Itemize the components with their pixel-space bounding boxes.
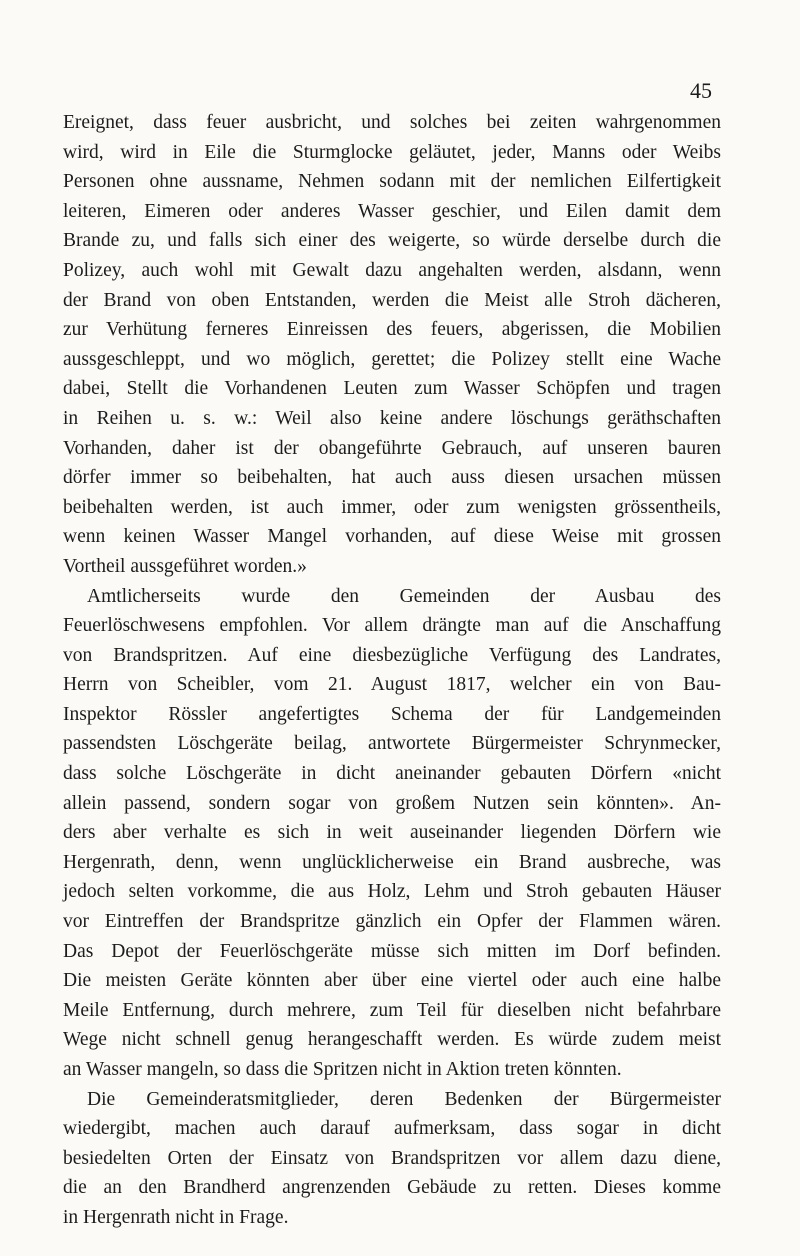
text-line: jedoch selten vorkomme, die aus Holz, Lehm und Stroh gebauten Häuser — [63, 881, 721, 903]
text-line: wird, wird in Eile die Sturmglocke geläutet, jeder, Manns oder Weibs — [63, 141, 721, 163]
text-line: Vorhanden, daher ist der obangeführte Gebrauch, auf unseren bauren — [63, 437, 721, 459]
text-line: in Hergenrath nicht in Frage. — [63, 1206, 289, 1228]
text-line: passendsten Löschgeräte beilag, antwortete Bürgermeister Schrynmecker, — [63, 733, 721, 755]
text-line: allein passend, sondern sogar von großem Nutzen sein könnten». An- — [63, 792, 721, 814]
text-line: Inspektor Rössler angefertigtes Schema der für Landgemeinden — [63, 703, 721, 725]
text-line: Die meisten Geräte könnten aber über eine viertel oder auch eine halbe — [63, 970, 721, 992]
text-line: beibehalten werden, ist auch immer, oder zum wenigsten grössentheils, — [63, 496, 721, 518]
text-line: Meile Entfernung, durch mehrere, zum Teil für dieselben nicht befahrbare — [63, 999, 721, 1021]
text-line: Wege nicht schnell genug herangeschafft werden. Es würde zudem meist — [63, 1029, 721, 1051]
paragraph — [63, 582, 721, 1085]
text-line: Vortheil aussgeführet worden.» — [63, 555, 307, 577]
text-line: besiedelten Orten der Einsatz von Brandspritzen vor allem dazu diene, — [63, 1147, 721, 1169]
page-number: 45 — [690, 78, 712, 103]
paragraph — [63, 1085, 721, 1233]
text-line: Hergenrath, denn, wenn unglücklicherweise ein Brand ausbreche, was — [63, 851, 721, 873]
text-line: der Brand von oben Entstanden, werden die Meist alle Stroh dächeren, — [63, 289, 721, 311]
text-line: aussgeschleppt, und wo möglich, gerettet; die Polizey stellt eine Wache — [63, 348, 721, 370]
text-line: Polizey, auch wohl mit Gewalt dazu angehalten werden, alsdann, wenn — [63, 259, 721, 281]
paragraph — [63, 108, 721, 582]
text-line: Personen ohne aussname, Nehmen sodann mit der nemlichen Eilfertigkeit — [63, 171, 721, 193]
text-line: Brande zu, und falls sich einer des weigerte, so würde derselbe durch die — [63, 230, 721, 252]
text-line: zur Verhütung ferneres Einreissen des feuers, abgerissen, die Mobilien — [63, 319, 721, 341]
text-line: dabei, Stellt die Vorhandenen Leuten zum Wasser Schöpfen und tragen — [63, 378, 721, 400]
text-line: Herrn von Scheibler, vom 21. August 1817, welcher ein von Bau- — [63, 674, 721, 696]
text-line: dörfer immer so beibehalten, hat auch auss diesen ursachen müssen — [63, 467, 721, 489]
text-line: die an den Brandherd angrenzenden Gebäude zu retten. Dieses komme — [63, 1177, 721, 1199]
text-line: Feuerlöschwesens empfohlen. Vor allem drängte man auf die Anschaffung — [63, 615, 721, 637]
text-line: ders aber verhalte es sich in weit auseinander liegenden Dörfern wie — [63, 822, 721, 844]
text-line: vor Eintreffen der Brandspritze gänzlich ein Opfer der Flammen wären. — [63, 911, 721, 933]
text-line: leiteren, Eimeren oder anderes Wasser geschier, und Eilen damit dem — [63, 200, 721, 222]
text-line: in Reihen u. s. w.: Weil also keine andere löschungs geräthschaften — [63, 407, 721, 429]
text-line: Das Depot der Feuerlöschgeräte müsse sich mitten im Dorf befinden. — [63, 940, 721, 962]
text-line: Die Gemeinderatsmitglieder, deren Bedenken der Bürgermeister — [87, 1088, 721, 1110]
text-line: an Wasser mangeln, so dass die Spritzen nicht in Aktion treten könnten. — [63, 1059, 622, 1080]
text-line: wiedergibt, machen auch darauf aufmerksam, dass sogar in dicht — [63, 1118, 721, 1140]
body-text — [63, 108, 721, 1233]
text-line: Ereignet, dass feuer ausbricht, und solches bei zeiten wahrgenommen — [63, 112, 721, 133]
text-line: dass solche Löschgeräte in dicht aneinander gebauten Dörfern «nicht — [63, 763, 721, 785]
text-line: wenn keinen Wasser Mangel vorhanden, auf diese Weise mit grossen — [63, 526, 721, 548]
text-line: Amtlicherseits wurde den Gemeinden der Ausbau des — [87, 585, 721, 607]
text-line: von Brandspritzen. Auf eine diesbezügliche Verfügung des Landrates, — [63, 644, 721, 666]
